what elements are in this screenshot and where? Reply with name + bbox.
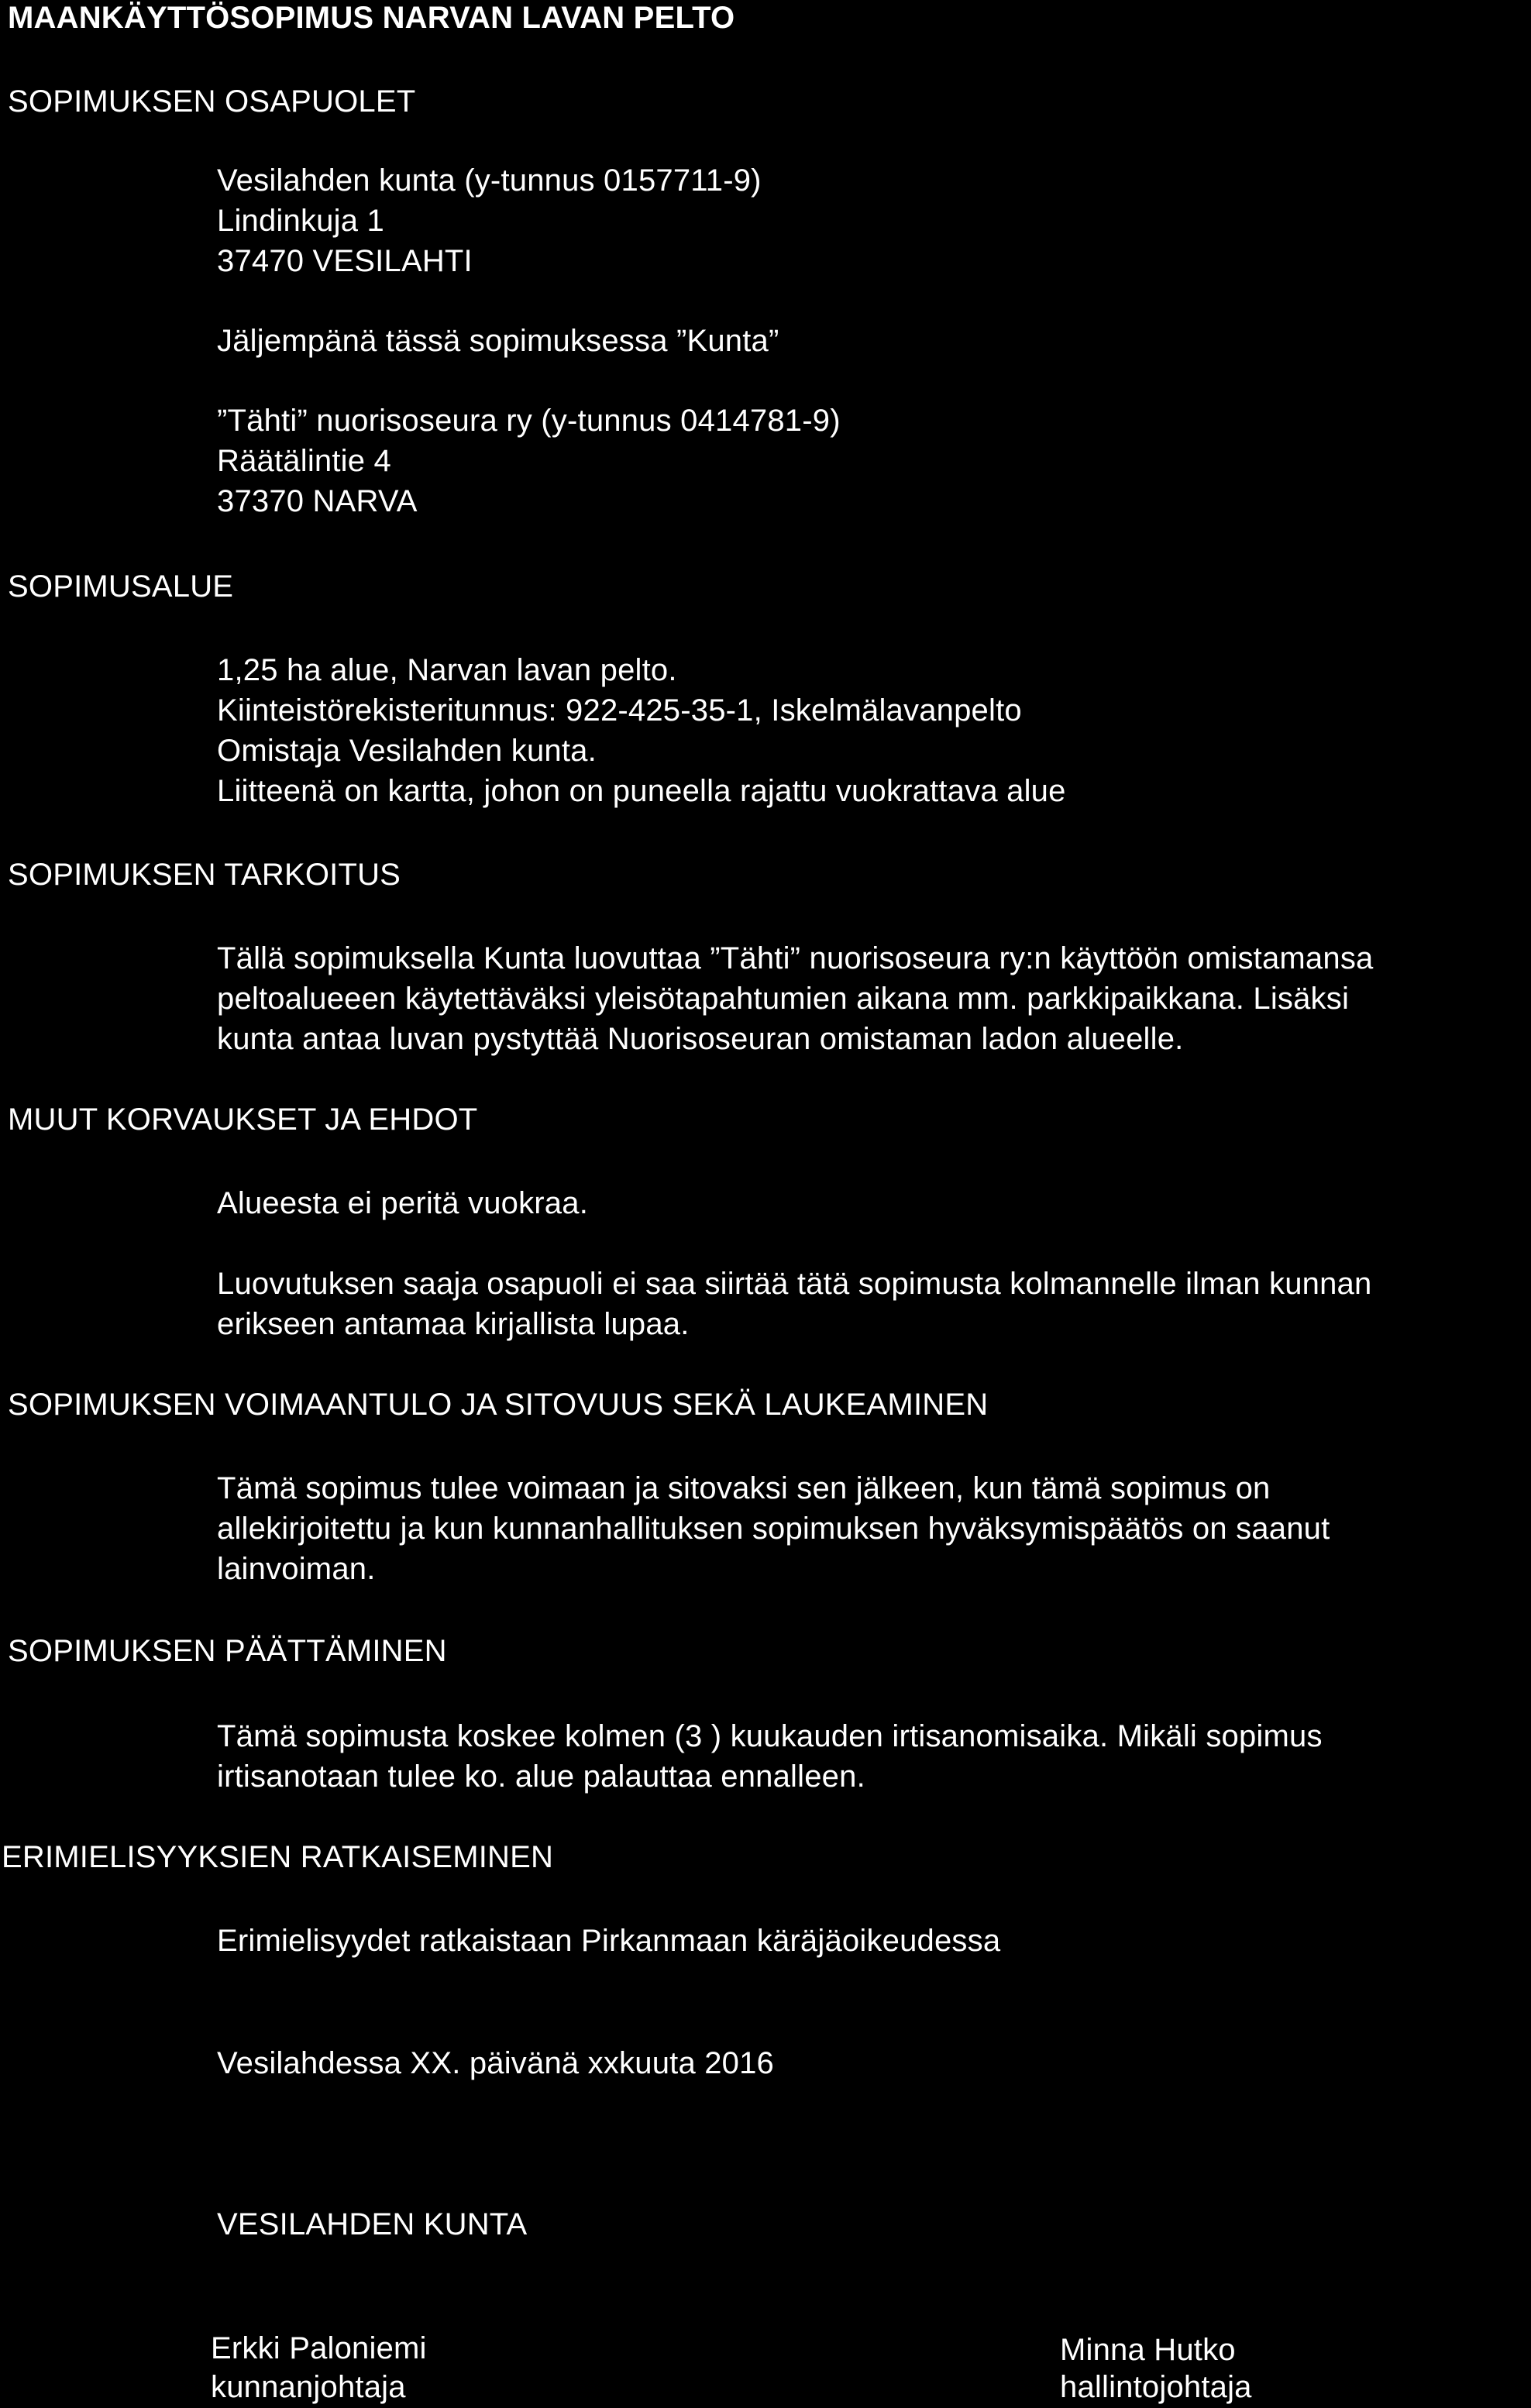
korvaukset-p2-line-2: erikseen antamaa kirjallista lupaa. <box>217 1307 690 1341</box>
referred-as: Jäljempänä tässä sopimuksessa ”Kunta” <box>217 324 779 358</box>
signer-1-name: Erkki Paloniemi <box>211 2331 427 2365</box>
voimaantulo-line-3: lainvoiman. <box>217 1552 376 1586</box>
tarkoitus-line-2: peltoalueeen käytettäväksi yleisötapahtumien aikana mm. parkkipaikkana. Lisäksi <box>217 982 1350 1016</box>
paattaminen-line-1: Tämä sopimusta koskee kolmen (3 ) kuukauden irtisanomisaika. Mikäli sopimus <box>217 1719 1323 1753</box>
place-date: Vesilahdessa XX. päivänä xxkuuta 2016 <box>217 2046 775 2080</box>
party1-postal: 37470 VESILAHTI <box>217 244 473 278</box>
section-heading-sopimusalue: SOPIMUSALUE <box>8 569 234 604</box>
section-heading-tarkoitus: SOPIMUKSEN TARKOITUS <box>8 858 401 892</box>
voimaantulo-line-1: Tämä sopimus tulee voimaan ja sitovaksi sen jälkeen, kun tämä sopimus on <box>217 1471 1271 1505</box>
section-heading-erimielisyydet: ERIMIELISYYKSIEN RATKAISEMINEN <box>2 1840 554 1874</box>
signer-2-name: Minna Hutko <box>1060 2333 1236 2367</box>
party2-name: ”Tähti” nuorisoseura ry (y-tunnus 0414781-9) <box>217 404 841 438</box>
paattaminen-line-2: irtisanotaan tulee ko. alue palauttaa ennalleen. <box>217 1760 865 1794</box>
korvaukset-p1: Alueesta ei peritä vuokraa. <box>217 1186 589 1220</box>
section-heading-paattaminen: SOPIMUKSEN PÄÄTTÄMINEN <box>8 1634 447 1668</box>
party1-street: Lindinkuja 1 <box>217 204 384 238</box>
erimielisyydet-text: Erimielisyydet ratkaistaan Pirkanmaan käräjäoikeudessa <box>217 1924 1001 1958</box>
tarkoitus-line-3: kunta antaa luvan pystyttää Nuorisoseuran omistaman ladon alueelle. <box>217 1022 1184 1056</box>
section-heading-korvaukset: MUUT KORVAUKSET JA EHDOT <box>8 1103 478 1137</box>
section-heading-voimaantulo: SOPIMUKSEN VOIMAANTULO JA SITOVUUS SEKÄ LAUKEAMINEN <box>8 1388 989 1422</box>
signer-2-role: hallintojohtaja <box>1060 2370 1252 2404</box>
party2-street: Räätälintie 4 <box>217 444 391 478</box>
signer-1-role: kunnanjohtaja <box>211 2370 406 2404</box>
sopimusalue-line-1: 1,25 ha alue, Narvan lavan pelto. <box>217 653 677 687</box>
sopimusalue-line-2: Kiinteistörekisteritunnus: 922-425-35-1, Iskelmälavanpelto <box>217 693 1022 728</box>
document-title: MAANKÄYTTÖSOPIMUS NARVAN LAVAN PELTO <box>8 1 735 35</box>
voimaantulo-line-2: allekirjoitettu ja kun kunnanhallituksen sopimuksen hyväksymispäätös on saanut <box>217 1512 1330 1546</box>
signatory-org: VESILAHDEN KUNTA <box>217 2207 528 2241</box>
party1-name: Vesilahden kunta (y-tunnus 0157711-9) <box>217 163 762 198</box>
sopimusalue-line-4: Liitteenä on kartta, johon on puneella rajattu vuokrattava alue <box>217 774 1066 808</box>
tarkoitus-line-1: Tällä sopimuksella Kunta luovuttaa ”Tähti” nuorisoseura ry:n käyttöön omistamansa <box>217 941 1374 975</box>
sopimusalue-line-3: Omistaja Vesilahden kunta. <box>217 734 597 768</box>
korvaukset-p2-line-1: Luovutuksen saaja osapuoli ei saa siirtää tätä sopimusta kolmannelle ilman kunnan <box>217 1267 1372 1301</box>
section-heading-osapuolet: SOPIMUKSEN OSAPUOLET <box>8 84 416 119</box>
party2-postal: 37370 NARVA <box>217 484 418 518</box>
